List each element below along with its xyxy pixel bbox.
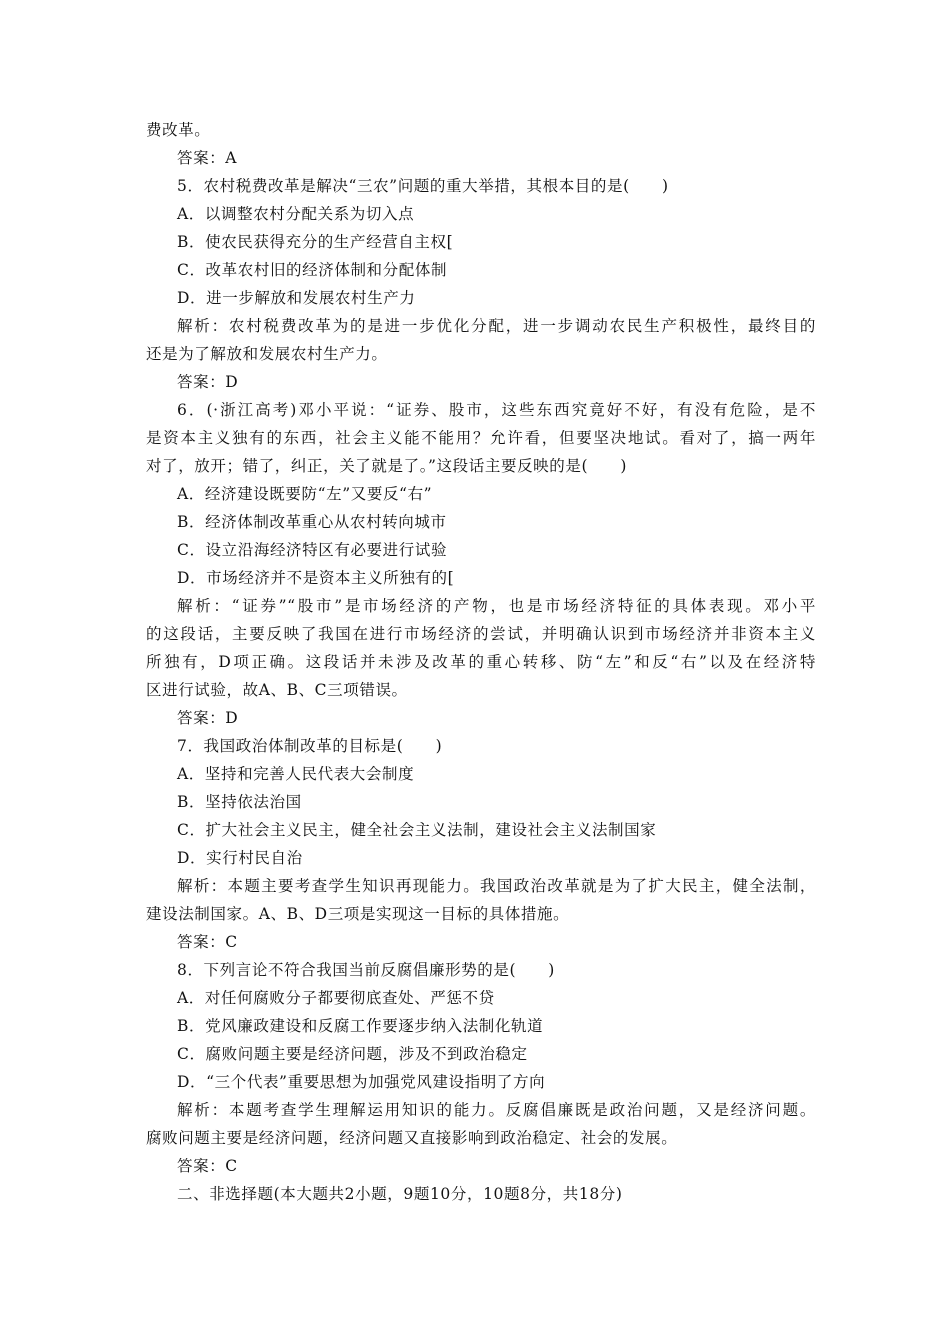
- question-6-option-b: B．经济体制改革重心从农村转向城市: [177, 513, 447, 531]
- question-7-stem: 7．我国政治体制改革的目标是( ): [177, 737, 443, 755]
- question-6-answer: 答案：D: [177, 709, 239, 727]
- question-6-analysis-cont: 的这段话，主要反映了我国在进行市场经济的尝试，并明确认识到市场经济并非资本主义: [146, 625, 816, 643]
- question-5-stem: 5．农村税费改革是解决“三农”问题的重大举措，其根本目的是( ): [177, 177, 669, 195]
- question-6-option-c: C．设立沿海经济特区有必要进行试验: [177, 541, 448, 559]
- question-8-stem: 8．下列言论不符合我国当前反腐倡廉形势的是( ): [177, 961, 555, 979]
- question-6-stem: 6．(·浙江高考)邓小平说：“证券、股市，这些东西究竟好不好，有没有危险，是不: [177, 401, 816, 419]
- question-7-option-b: B．坚持依法治国: [177, 793, 302, 811]
- document-page: [146, 116, 816, 1208]
- question-8-analysis-end: 腐败问题主要是经济问题，经济问题又直接影响到政治稳定、社会的发展。: [146, 1129, 678, 1147]
- question-8-option-d: D．“三个代表”重要思想为加强党风建设指明了方向: [177, 1073, 546, 1091]
- question-8-answer: 答案：C: [177, 1157, 238, 1175]
- question-6-analysis: 解析：“证券”“股市”是市场经济的产物，也是市场经济特征的具体表现。邓小平: [177, 597, 816, 615]
- question-7-analysis-end: 建设法制国家。A、B、D三项是实现这一目标的具体措施。: [146, 905, 570, 923]
- question-6-stem-cont: 是资本主义独有的东西，社会主义能不能用？允许看，但要坚决地试。看对了，搞一两年: [146, 429, 816, 447]
- question-8-option-a: A．对任何腐败分子都要彻底查处、严惩不贷: [177, 989, 495, 1007]
- question-5-option-b: B．使农民获得充分的生产经营自主权[: [177, 233, 454, 251]
- question-5-option-d: D．进一步解放和发展农村生产力: [177, 289, 416, 307]
- question-5-answer: 答案：D: [177, 373, 239, 391]
- question-6-option-a: A．经济建设既要防“左”又要反“右”: [177, 485, 433, 503]
- section-heading: 二、非选择题(本大题共2小题，9题10分，10题8分，共18分): [177, 1185, 623, 1203]
- question-8-option-b: B．党风廉政建设和反腐工作要逐步纳入法制化轨道: [177, 1017, 544, 1035]
- question-7-analysis: 解析：本题主要考查学生知识再现能力。我国政治改革就是为了扩大民主，健全法制，: [177, 877, 816, 895]
- question-6-stem-end: 对了，放开；错了，纠正，关了就是了。”这段话主要反映的是( ): [146, 457, 627, 475]
- question-5-option-c: C．改革农村旧的经济体制和分配体制: [177, 261, 448, 279]
- answer-line: 答案：A: [177, 149, 238, 167]
- text-line: 费改革。: [146, 121, 211, 139]
- question-5-analysis: 解析：农村税费改革为的是进一步优化分配，进一步调动农民生产积极性，最终目的: [177, 317, 816, 335]
- question-6-analysis-cont: 所独有，D项正确。这段话并未涉及改革的重心转移、防“左”和反“右”以及在经济特: [146, 653, 816, 671]
- question-6-option-d: D．市场经济并不是资本主义所独有的[: [177, 569, 455, 587]
- question-5-analysis-cont: 还是为了解放和发展农村生产力。: [146, 345, 388, 363]
- question-7-option-a: A．坚持和完善人民代表大会制度: [177, 765, 415, 783]
- question-7-option-c: C．扩大社会主义民主，健全社会主义法制，建设社会主义法制国家: [177, 821, 657, 839]
- question-6-analysis-end: 区进行试验，故A、B、C三项错误。: [146, 681, 408, 699]
- question-8-analysis: 解析：本题考查学生理解运用知识的能力。反腐倡廉既是政治问题，又是经济问题。: [177, 1101, 816, 1119]
- question-7-answer: 答案：C: [177, 933, 238, 951]
- question-7-option-d: D．实行村民自治: [177, 849, 303, 867]
- question-8-option-c: C．腐败问题主要是经济问题，涉及不到政治稳定: [177, 1045, 528, 1063]
- question-5-option-a: A．以调整农村分配关系为切入点: [177, 205, 415, 223]
